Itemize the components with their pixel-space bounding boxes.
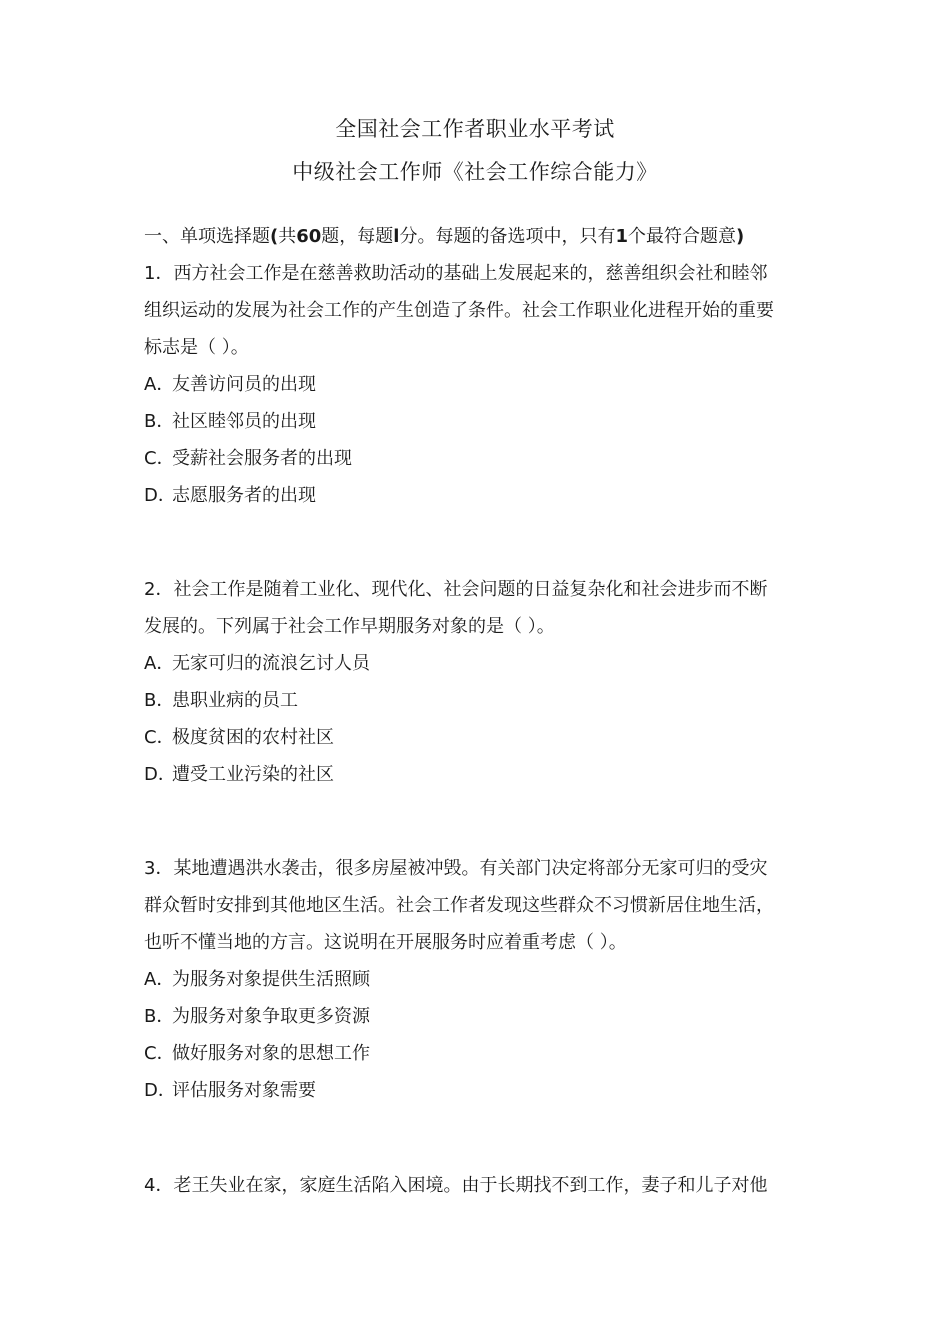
- question-1-line-3: 标志是（ ）。: [144, 337, 249, 358]
- question-1-line-2: 组织运动的发展为社会工作的产生创造了条件。社会工作职业化进程开始的重要: [144, 300, 774, 321]
- question-3-option-c: C．做好服务对象的思想工作: [144, 1043, 370, 1064]
- question-2-option-b: B．患职业病的员工: [144, 690, 298, 711]
- question-2-line-2: 发展的。下列属于社会工作早期服务对象的是（ ）。: [144, 616, 555, 637]
- question-1-option-b: B．社区睦邻员的出现: [144, 411, 316, 432]
- question-4-line-1: 4．老王失业在家，家庭生活陷入困境。由于长期找不到工作，妻子和儿子对他: [144, 1175, 768, 1196]
- question-3-option-b: B．为服务对象争取更多资源: [144, 1006, 370, 1027]
- question-2-option-a: A．无家可归的流浪乞讨人员: [144, 653, 370, 674]
- question-1-option-a: A．友善访问员的出现: [144, 374, 316, 395]
- exam-title: 全国社会工作者职业水平考试: [335, 117, 615, 141]
- question-2-line-1: 2．社会工作是随着工业化、现代化、社会问题的日益复杂化和社会进步而不断: [144, 579, 768, 600]
- question-2-option-c: C．极度贫困的农村社区: [144, 727, 334, 748]
- question-3-line-3: 也听不懂当地的方言。这说明在开展服务时应着重考虑（ ）。: [144, 932, 627, 953]
- exam-subtitle: 中级社会工作师《社会工作综合能力》: [292, 160, 658, 184]
- question-2-option-d: D．遭受工业污染的社区: [144, 764, 334, 785]
- question-3-line-2: 群众暂时安排到其他地区生活。社会工作者发现这些群众不习惯新居住地生活，: [144, 895, 774, 916]
- question-3-line-1: 3．某地遭遇洪水袭击，很多房屋被冲毁。有关部门决定将部分无家可归的受灾: [144, 858, 768, 879]
- question-1-line-1: 1．西方社会工作是在慈善救助活动的基础上发展起来的，慈善组织会社和睦邻: [144, 263, 768, 284]
- question-3-option-d: D．评估服务对象需要: [144, 1080, 316, 1101]
- question-1-option-d: D．志愿服务者的出现: [144, 485, 316, 506]
- section-heading: 一、单项选择题(共60题，每题l分。每题的备选项中，只有1个最符合题意): [144, 226, 745, 247]
- question-3-option-a: A．为服务对象提供生活照顾: [144, 969, 370, 990]
- question-1-option-c: C．受薪社会服务者的出现: [144, 448, 352, 469]
